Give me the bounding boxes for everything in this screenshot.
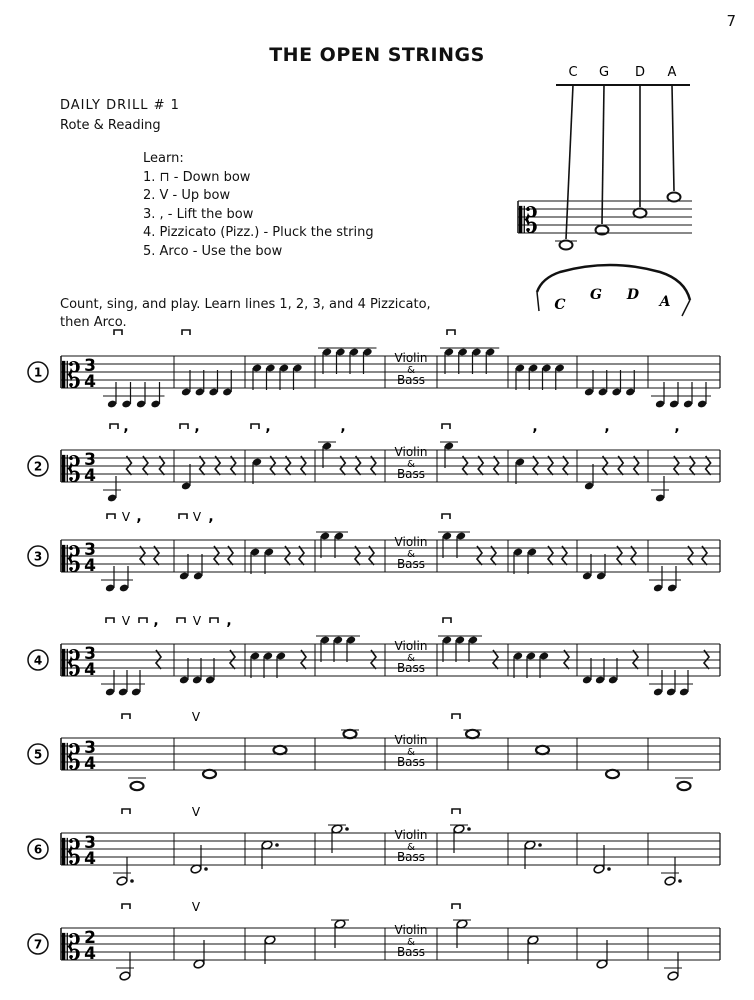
line-number: 6 — [33, 842, 43, 857]
down-bow-icon — [442, 514, 450, 519]
bridge-string-label: G — [590, 287, 602, 303]
violin-label: Violin — [394, 828, 428, 842]
down-bow-icon — [210, 618, 218, 623]
music-line-4 — [28, 613, 720, 696]
bridge-diagram — [537, 265, 690, 316]
dot — [538, 843, 542, 847]
bridge-left-edge — [537, 292, 539, 311]
down-bow-icon — [139, 618, 147, 623]
music-line-1 — [28, 330, 720, 408]
time-signature-top: 3 — [84, 833, 96, 853]
ampersand-label: & — [407, 549, 415, 560]
up-bow-icon: V — [121, 510, 131, 524]
violin-label: Violin — [394, 639, 428, 653]
down-bow-icon — [180, 424, 188, 429]
time-signature-top: 3 — [84, 644, 96, 664]
dot — [345, 827, 349, 831]
string-line — [566, 85, 573, 239]
whole-note — [274, 746, 287, 754]
lift-bow-icon: , — [674, 419, 680, 435]
page-title: THE OPEN STRINGS — [269, 44, 485, 66]
down-bow-icon — [122, 714, 130, 719]
alto-clef-icon: 𝄡 — [62, 356, 81, 396]
time-signature-bottom: 4 — [84, 556, 96, 576]
lift-bow-icon: , — [604, 419, 610, 435]
string-name-label: D — [634, 65, 646, 80]
lift-bow-icon: , — [532, 419, 538, 435]
down-bow-icon — [122, 904, 130, 909]
ampersand-label: & — [407, 937, 415, 948]
string-line — [602, 85, 604, 224]
down-bow-icon — [452, 714, 460, 719]
alto-clef-icon: 𝄡 — [62, 738, 81, 778]
music-line-7 — [28, 900, 720, 981]
whole-note — [203, 770, 216, 778]
time-signature-bottom: 4 — [84, 754, 96, 774]
line-number: 2 — [33, 459, 43, 474]
violin-label: Violin — [394, 445, 428, 459]
down-bow-icon — [442, 424, 450, 429]
whole-note — [466, 730, 479, 738]
time-signature-bottom: 4 — [84, 944, 96, 964]
dot — [275, 843, 279, 847]
lift-bow-icon: , — [153, 613, 159, 629]
down-bow-icon — [452, 809, 460, 814]
lift-bow-icon: , — [340, 419, 346, 435]
whole-note — [131, 782, 144, 790]
lift-bow-icon: , — [123, 419, 129, 435]
down-bow-icon — [447, 330, 455, 335]
ampersand-label: & — [407, 842, 415, 853]
lift-bow-icon: , — [194, 419, 200, 435]
learn-item-arco: 5. Arco - Use the bow — [143, 243, 283, 259]
bridge-string-label: D — [626, 287, 640, 303]
string-labels — [568, 65, 676, 80]
line-number: 4 — [33, 653, 43, 668]
string-name-label: A — [667, 65, 677, 80]
ampersand-label: & — [407, 747, 415, 758]
bridge-string-label: A — [659, 294, 671, 310]
alto-clef-icon: 𝄡 — [62, 540, 81, 580]
half-note — [667, 971, 679, 981]
whole-note — [344, 730, 357, 738]
dotted-half-note — [116, 876, 128, 886]
up-bow-icon: V — [192, 510, 202, 524]
page-number: 7 — [726, 12, 736, 30]
bass-label: Bass — [396, 661, 426, 675]
violin-label: Violin — [394, 351, 428, 365]
learn-item-up-bow: 2. V - Up bow — [143, 188, 231, 203]
violin-label: Violin — [394, 733, 428, 747]
bridge-right-edge — [682, 300, 690, 316]
up-bow-icon: V — [191, 710, 201, 724]
violin-label: Violin — [394, 535, 428, 549]
line-number: 3 — [33, 549, 43, 564]
time-signature-top: 3 — [84, 356, 96, 376]
down-bow-icon — [122, 809, 130, 814]
down-bow-icon — [251, 424, 259, 429]
dot — [467, 827, 471, 831]
music-line-3 — [28, 509, 720, 592]
bass-label: Bass — [396, 755, 426, 769]
whole-note — [634, 209, 647, 218]
ampersand-label: & — [407, 653, 415, 664]
down-bow-icon — [182, 330, 190, 335]
alto-clef-icon: 𝄡 — [62, 928, 81, 968]
dot — [678, 879, 682, 883]
dot — [130, 879, 134, 883]
lift-bow-icon: , — [208, 509, 214, 525]
instruction-line-2: then Arco. — [60, 315, 127, 330]
time-signature-bottom: 4 — [84, 466, 96, 486]
alto-clef-icon: 𝄡 — [62, 833, 81, 873]
music-line-5 — [28, 710, 720, 790]
down-bow-icon — [107, 514, 115, 519]
line-number: 7 — [33, 937, 43, 952]
learn-heading: Learn: — [143, 151, 184, 166]
up-bow-icon: V — [191, 900, 201, 914]
bass-label: Bass — [396, 373, 426, 387]
alto-clef-icon: 𝄡 — [62, 450, 81, 490]
whole-note — [560, 241, 573, 250]
ampersand-label: & — [407, 459, 415, 470]
line-number: 1 — [33, 365, 43, 380]
down-bow-icon — [452, 904, 460, 909]
down-bow-icon — [177, 618, 185, 623]
music-line-6 — [28, 805, 720, 886]
bass-label: Bass — [396, 850, 426, 864]
time-signature-top: 3 — [84, 540, 96, 560]
bass-label: Bass — [396, 467, 426, 481]
dotted-half-note — [664, 876, 676, 886]
time-signature-top: 3 — [84, 450, 96, 470]
down-bow-icon — [114, 330, 122, 335]
up-bow-icon: V — [121, 614, 131, 628]
down-bow-icon — [443, 618, 451, 623]
string-name-label: C — [568, 65, 578, 80]
drill-subheading: Rote & Reading — [60, 118, 161, 133]
whole-note — [536, 746, 549, 754]
lift-bow-icon: , — [265, 419, 271, 435]
violin-label: Violin — [394, 923, 428, 937]
string-lines — [518, 85, 692, 250]
time-signature-bottom: 4 — [84, 660, 96, 680]
music-exercise-lines — [28, 330, 720, 981]
down-bow-icon — [106, 618, 114, 623]
alto-clef-icon: 𝄡 — [519, 201, 538, 241]
half-note — [119, 971, 131, 981]
ampersand-label: & — [407, 365, 415, 376]
time-signature-top: 3 — [84, 738, 96, 758]
string-name-label: G — [598, 65, 610, 80]
dot — [607, 867, 611, 871]
up-bow-icon: V — [192, 614, 202, 628]
drill-heading: DAILY DRILL # 1 — [60, 98, 180, 113]
alto-clef-icon: 𝄡 — [62, 644, 81, 684]
lift-bow-icon: , — [136, 509, 142, 525]
learn-item-lift-bow: 3. , - Lift the bow — [143, 206, 254, 222]
whole-note — [678, 782, 691, 790]
string-line — [672, 85, 674, 191]
dot — [204, 867, 208, 871]
down-bow-icon — [179, 514, 187, 519]
lift-bow-icon: , — [226, 613, 232, 629]
instruction-line-1: Count, sing, and play. Learn lines 1, 2, 3, and 4 Pizzicato, — [60, 297, 431, 312]
bass-label: Bass — [396, 945, 426, 959]
bridge-string-label: C — [554, 297, 566, 313]
learn-item-down-bow: 1. ⊓ - Down bow — [143, 169, 251, 185]
music-line-2 — [28, 419, 720, 502]
whole-note — [668, 193, 681, 202]
whole-note — [606, 770, 619, 778]
time-signature-bottom: 4 — [84, 849, 96, 869]
bass-label: Bass — [396, 557, 426, 571]
up-bow-icon: V — [191, 805, 201, 819]
time-signature-top: 2 — [84, 928, 96, 948]
learn-item-pizzicato: 4. Pizzicato (Pizz.) - Pluck the string — [143, 225, 374, 240]
down-bow-icon — [110, 424, 118, 429]
time-signature-bottom: 4 — [84, 372, 96, 392]
line-number: 5 — [33, 747, 43, 762]
